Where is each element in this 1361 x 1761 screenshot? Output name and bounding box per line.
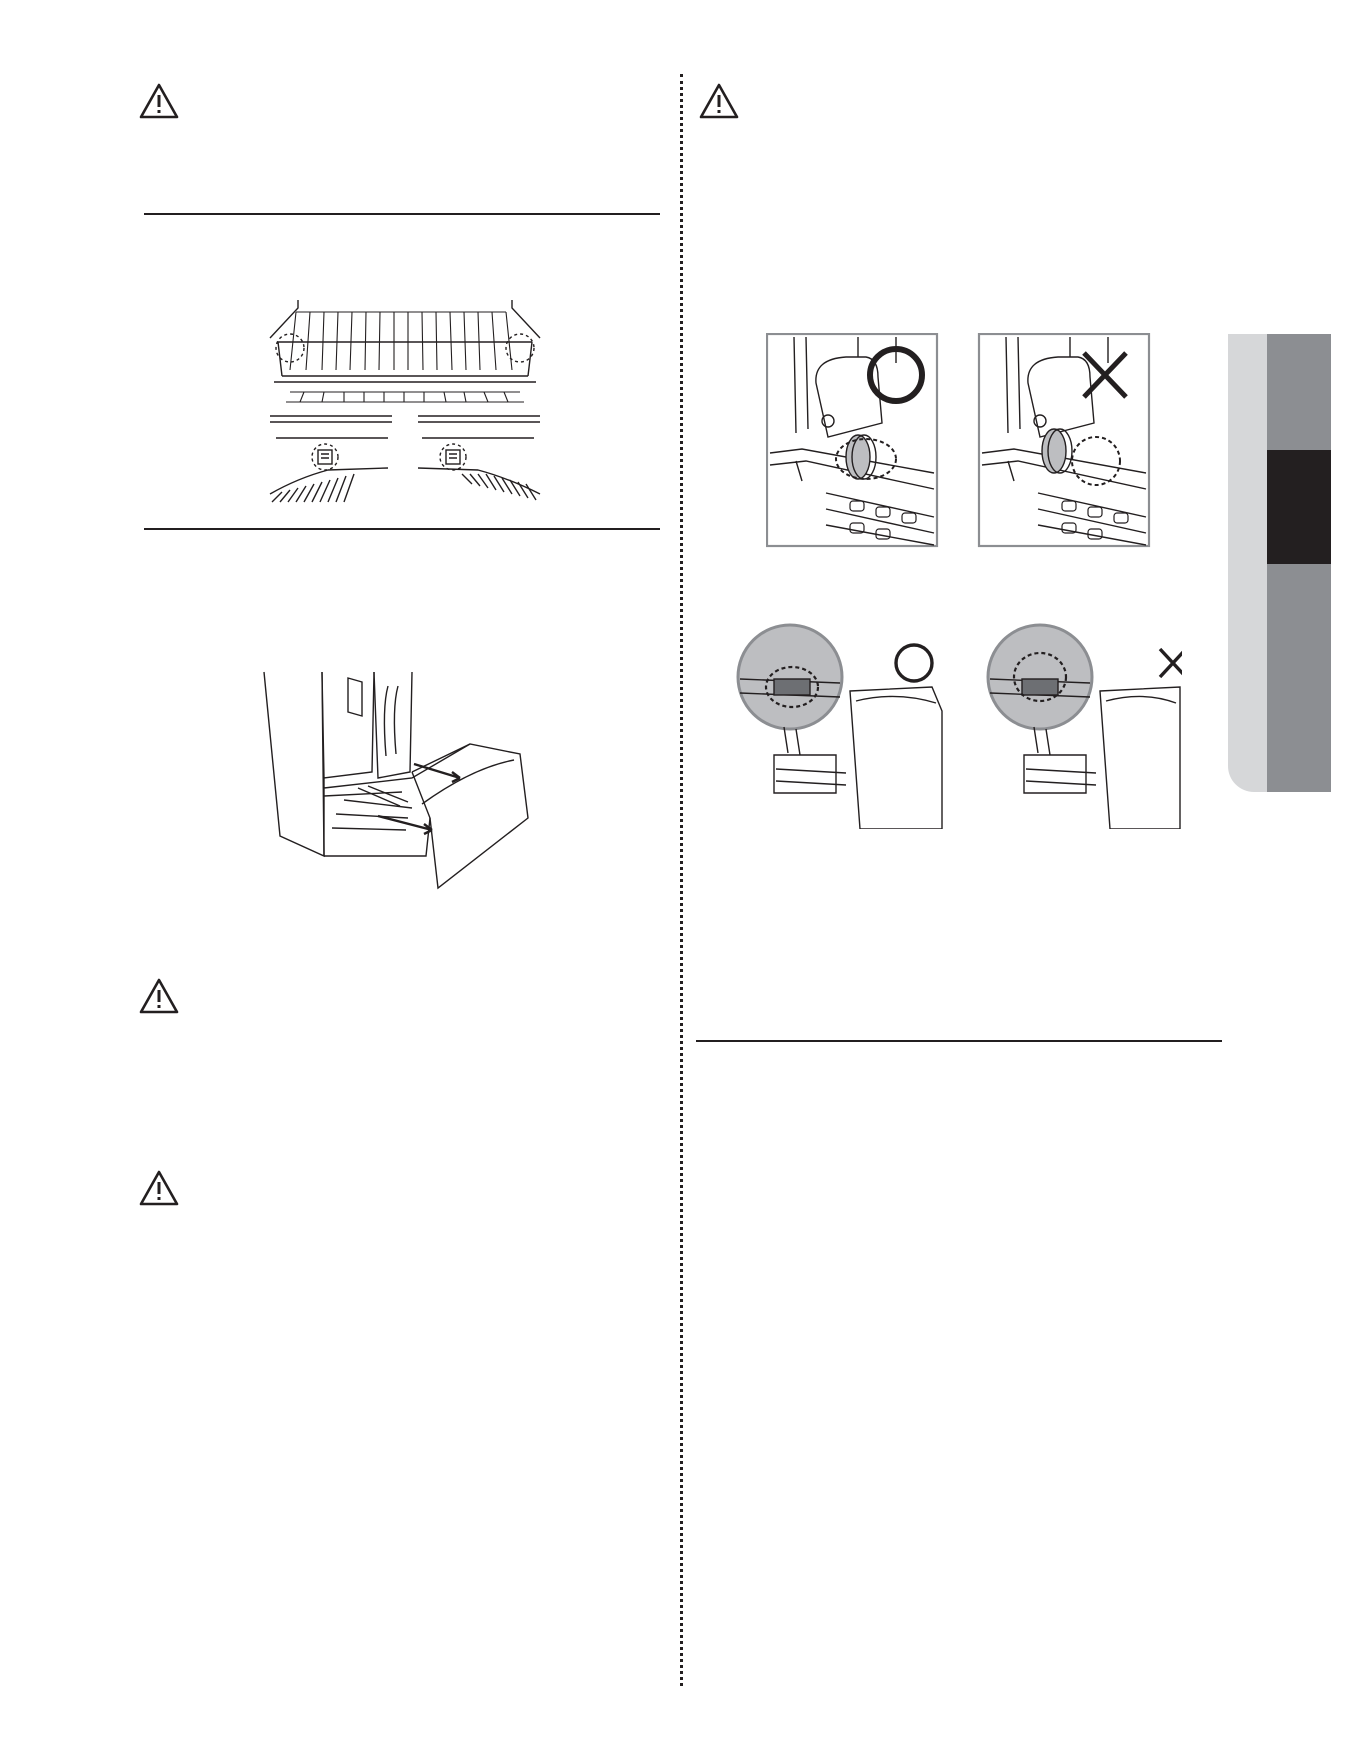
- side-tab-previous[interactable]: [1267, 334, 1331, 450]
- warning-triangle-icon: [698, 82, 740, 120]
- side-tab-active[interactable]: [1267, 450, 1331, 564]
- column-divider: [680, 74, 683, 1686]
- section-rule: [696, 1040, 1222, 1042]
- side-tab-next[interactable]: [1267, 564, 1331, 792]
- section-rule: [144, 213, 660, 215]
- warning-triangle-icon: [138, 82, 180, 120]
- warning-triangle-icon: [138, 1169, 180, 1207]
- x-incorrect-icon: [1160, 649, 1182, 677]
- freezer-drawer-figure: [262, 668, 538, 894]
- shelf-rails-figure: [268, 298, 542, 506]
- warning-triangle-icon: [138, 977, 180, 1015]
- circle-correct-icon: [896, 645, 932, 681]
- section-rule: [144, 528, 660, 530]
- roller-alignment-figure: [766, 333, 1152, 549]
- drawer-hook-alignment-figure: [736, 623, 1182, 829]
